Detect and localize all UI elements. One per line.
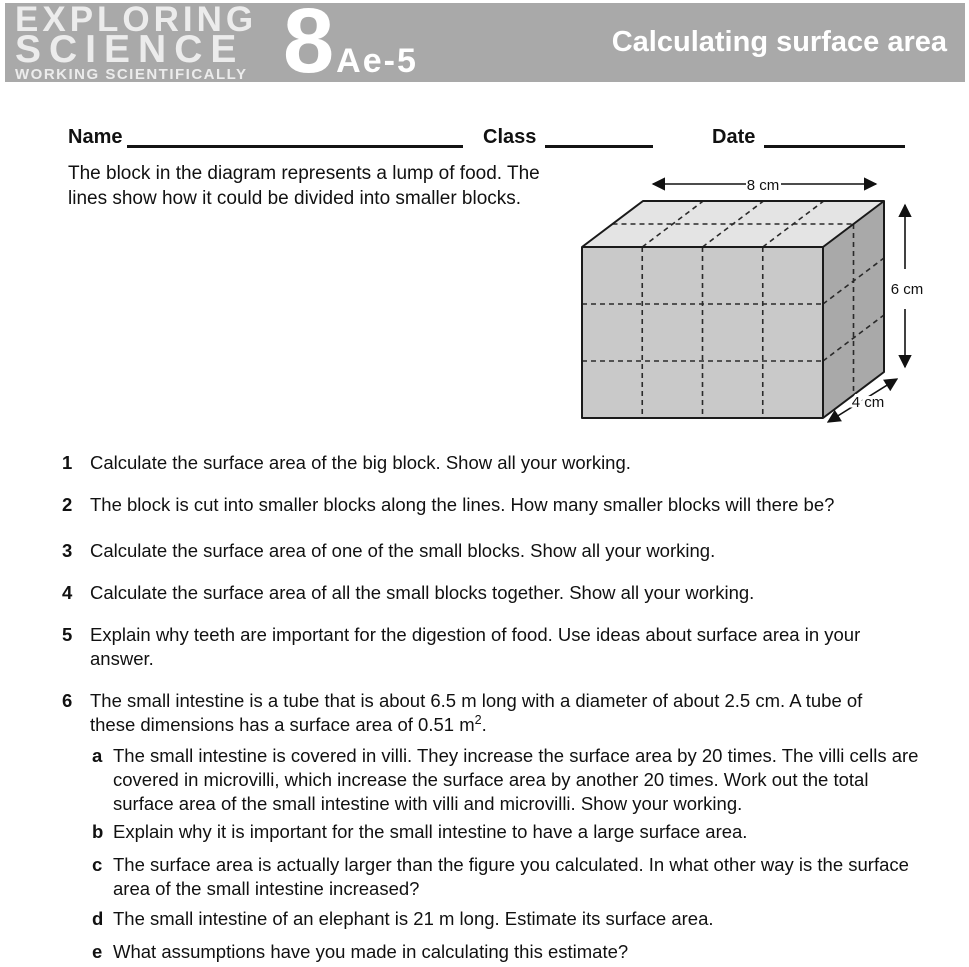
subquestion-b [92, 820, 931, 844]
question-6 [62, 689, 910, 737]
unit-number: 8 [283, 0, 335, 92]
subquestion-e-text: What assumptions have you made in calculating this estimate? [113, 941, 629, 962]
subquestion-b-letter: b [92, 821, 104, 842]
name-blank-line [127, 145, 463, 148]
logo-line-2: SCIENCE [15, 28, 245, 71]
subquestion-a-letter: a [92, 745, 103, 766]
class-label: Class [483, 126, 537, 148]
question-6-text [90, 689, 910, 737]
subquestion-a [92, 744, 931, 816]
question-5-number: 5 [62, 624, 73, 645]
question-3 [62, 539, 910, 563]
question-2-number: 2 [62, 494, 73, 515]
logo-line-3: WORKING SCIENTIFICALLY [15, 66, 248, 83]
logo-line-1: EXPLORING [15, 0, 258, 39]
width-dimension-label: 8 cm [746, 177, 780, 194]
question-2 [62, 493, 910, 517]
date-label: Date [712, 126, 756, 148]
question-4-text: Calculate the surface area of all the small blocks together. Show all your working. [90, 582, 755, 603]
question-5-text: Explain why teeth are important for the digestion of food. Use ideas about surface area in your answer. [90, 624, 861, 669]
question-4-number: 4 [62, 582, 73, 603]
question-6-number: 6 [62, 690, 73, 711]
subquestion-e-letter: e [92, 941, 103, 962]
question-1-text: Calculate the surface area of the big block. Show all your working. [90, 452, 631, 473]
subquestion-c-letter: c [92, 854, 103, 875]
name-label: Name [68, 126, 123, 148]
header-banner [5, 0, 965, 92]
question-6-superscript: 2 [474, 712, 482, 727]
subquestion-a-text: The small intestine is covered in villi. They increase the surface area by 20 times. The villi cells are covered in microvilli, which increase the surface area by another 20 times. Work out the total surface area of the small intestine with villi and microvilli. Show your working. [113, 745, 919, 814]
question-6-text-after: . [481, 714, 487, 735]
date-blank-line [764, 145, 905, 148]
subquestion-b-text: Explain why it is important for the small intestine to have a large surface area. [113, 821, 748, 842]
subquestion-d [92, 907, 931, 931]
question-2-text: The block is cut into smaller blocks along the lines. How many smaller blocks will there be? [90, 494, 835, 515]
question-4 [62, 581, 910, 605]
question-3-number: 3 [62, 540, 73, 561]
block-diagram [560, 165, 966, 435]
subquestion-e [92, 940, 931, 964]
subquestion-c-text: The surface area is actually larger than the figure you calculated. In what other way is the surface area of the small intestine increased? [113, 854, 909, 899]
question-3-text: Calculate the surface area of one of the small blocks. Show all your working. [90, 540, 716, 561]
height-dimension-label: 6 cm [890, 281, 924, 298]
question-1-number: 1 [62, 452, 73, 473]
question-6-text-main: The small intestine is a tube that is about 6.5 m long with a diameter of about 2.5 cm. A tube of these dimensions has a surface area of 0.51 m [90, 690, 863, 735]
subquestion-d-letter: d [92, 908, 104, 929]
subquestion-d-text: The small intestine of an elephant is 21 m long. Estimate its surface area. [113, 908, 714, 929]
page-title: Calculating surface area [611, 26, 947, 58]
question-5 [62, 623, 910, 671]
depth-dimension-label: 4 cm [851, 394, 885, 411]
unit-badge [283, 0, 418, 92]
class-blank-line [545, 145, 653, 148]
exploring-science-logo [15, 0, 258, 83]
unit-code: Ae-5 [336, 42, 418, 80]
subquestion-c [92, 853, 931, 901]
question-1 [62, 451, 910, 475]
intro-text: The block in the diagram represents a lump of food. The lines show how it could be divided into smaller blocks. [68, 163, 540, 209]
